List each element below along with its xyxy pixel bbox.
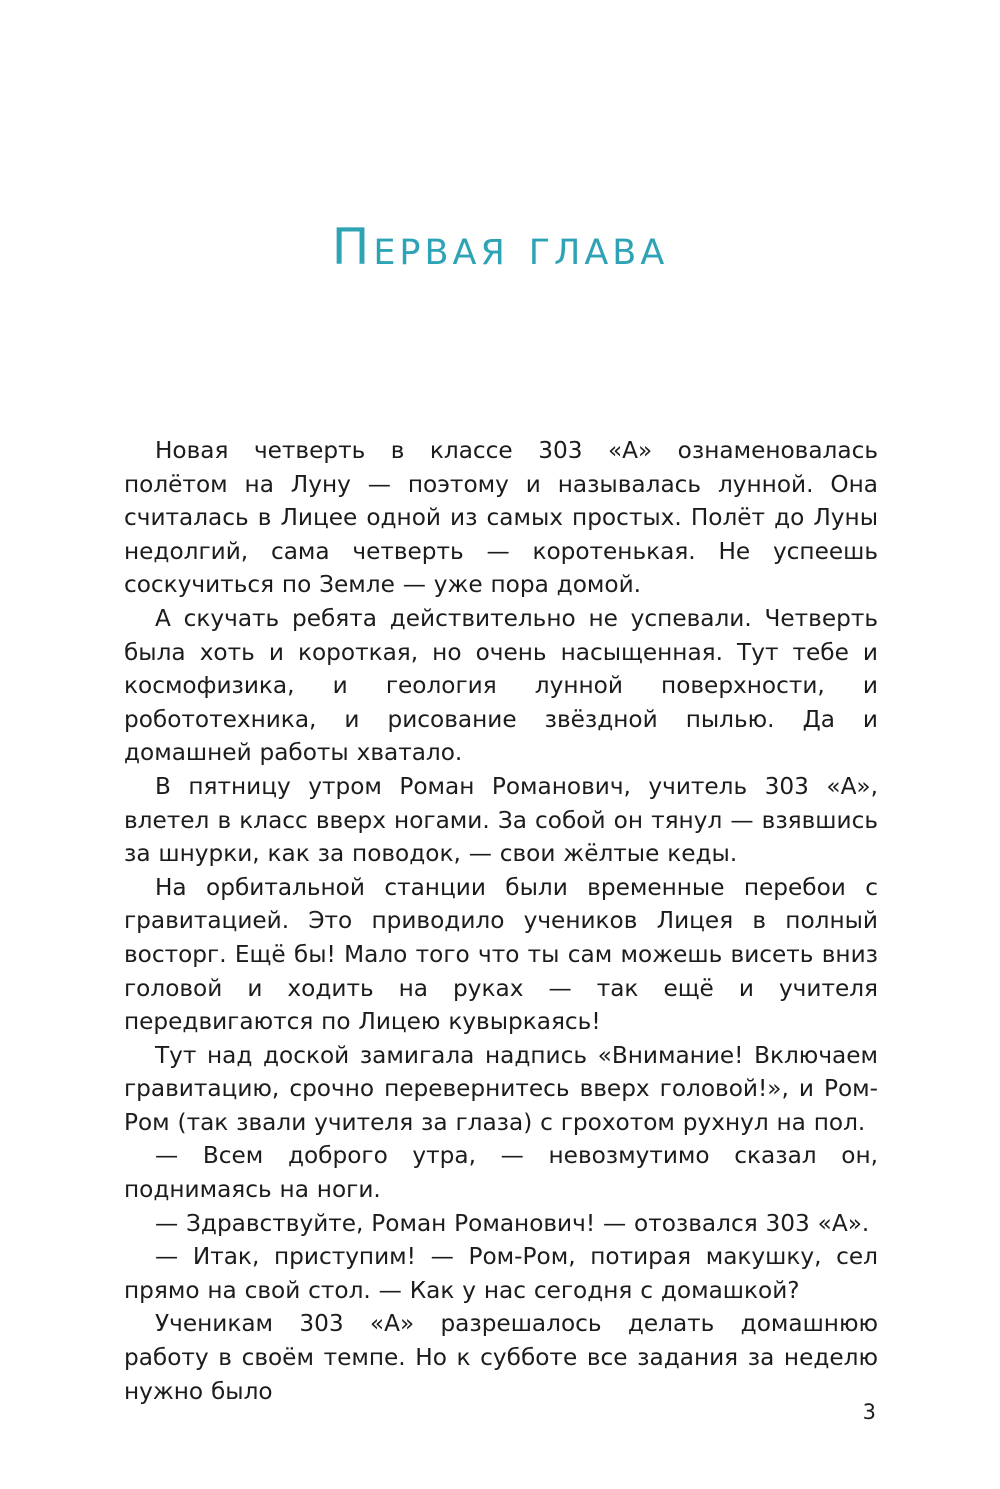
paragraph-8: — Итак, приступим! — Ром-Ром, потирая макушку, сел прямо на свой стол. — Как у нас сегодня с домашкой? [124, 1243, 878, 1304]
paragraph-4: На орбитальной станции были временные перебои с гравитацией. Это приводило учеников Лицея в полный восторг. Ещё бы! Мало того что ты сам можешь висеть вниз головой и ходить на руках — так ещё и учителя передвигаются по Лицею кувыркаясь! [124, 873, 878, 1036]
paragraph-1: Новая четверть в классе 303 «А» ознаменовалась полётом на Луну — поэтому и называлась лунной. Она считалась в Лицее одной из самых простых. Полёт до Луны недолгий, сама четверть — коротенькая. Не успеешь соскучиться по Земле — уже пора домой. [124, 437, 878, 599]
body-text [124, 434, 878, 1408]
paragraph-5: Тут над доской замигала надпись «Внимание! Включаем гравитацию, срочно перевернитесь вверх головой!», и Ром-Ром (так звали учителя за глаза) с грохотом рухнул на пол. [124, 1041, 878, 1136]
paragraph-2: А скучать ребята действительно не успевали. Четверть была хоть и короткая, но очень насыщенная. Тут тебе и космофизика, и геология лунной поверхности, и робототехника, и рисование звёздной пылью. Да и домашней работы хватало. [124, 604, 878, 767]
paragraph-9: Ученикам 303 «А» разрешалось делать домашнюю работу в своём темпе. Но к субботе все задания за неделю нужно было [124, 1310, 878, 1405]
paragraph-7: — Здравствуйте, Роман Романович! — отозвался 303 «А». [155, 1209, 870, 1237]
paragraph-6: — Всем доброго утра, — невозмутимо сказал он, поднимаясь на ноги. [124, 1142, 878, 1204]
paragraph-3: В пятницу утром Роман Романович, учитель 303 «А», влетел в класс вверх ногами. За собой он тянул — взявшись за шнурки, как за поводок, — свои жёлтые кеды. [124, 772, 878, 868]
chapter-title: Первая глава [331, 218, 669, 276]
page-number: 3 [862, 1400, 876, 1424]
